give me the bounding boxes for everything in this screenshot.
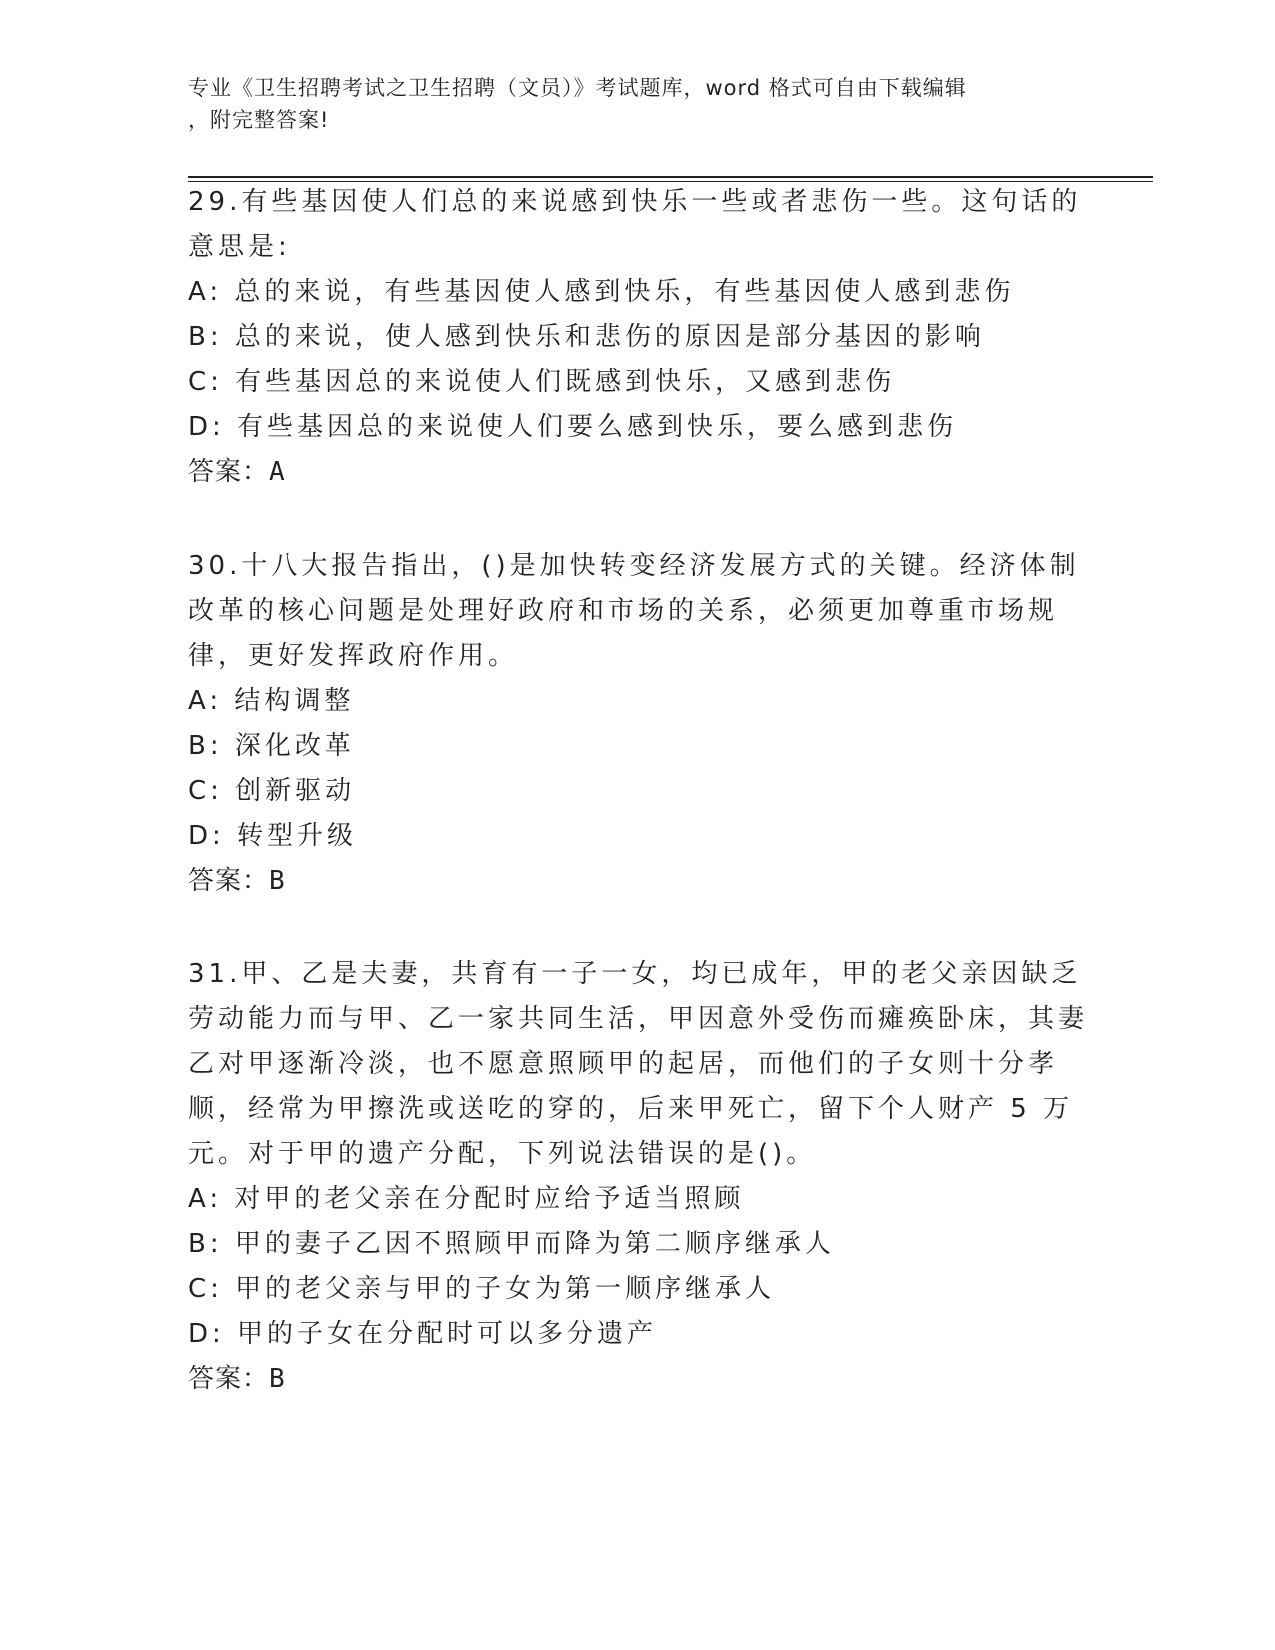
answer-line	[188, 1357, 1088, 1402]
option-a: A: 总的来说，有些基因使人感到快乐，有些基因使人感到悲伤	[188, 277, 1015, 307]
answer-label: 答案：	[188, 866, 270, 896]
answer-value: A	[269, 457, 286, 487]
answer-value: B	[269, 866, 286, 896]
option-b: B: 甲的妻子乙因不照顾甲而降为第二顺序继承人	[188, 1229, 835, 1259]
header-line-2: ，附完整答案!	[188, 108, 330, 132]
answer-label: 答案：	[188, 1364, 270, 1394]
question-stem: 31.甲、乙是夫妻，共育有一子一女，均已成年，甲的老父亲因缺乏劳动能力而与甲、乙一家共同生活，甲因意外受伤而瘫痪卧床，其妻乙对甲逐渐冷淡，也不愿意照顾甲的起居，而他们的子女则十分孝顺，经常为甲擦洗或送吃的穿的，后来甲死亡，留下个人财产 5 万元。对于甲的遗产分配，下列说法错误的是()。	[188, 959, 1089, 1169]
answer-value: B	[269, 1364, 286, 1394]
option-a: A: 结构调整	[188, 686, 355, 716]
document-header	[188, 72, 1088, 136]
option-a: A: 对甲的老父亲在分配时应给予适当照顾	[188, 1184, 745, 1214]
question-stem: 30.十八大报告指出，()是加快转变经济发展方式的关键。经济体制改革的核心问题是处理好政府和市场的关系，必须更加尊重市场规律，更好发挥政府作用。	[188, 551, 1080, 671]
answer-line	[188, 859, 1088, 904]
option-b: B: 深化改革	[188, 731, 355, 761]
option-d: D: 转型升级	[188, 821, 358, 851]
option-d: D: 甲的子女在分配时可以多分遗产	[188, 1319, 658, 1349]
option-c: C: 有些基因总的来说使人们既感到快乐，又感到悲伤	[188, 367, 896, 397]
header-divider-thick	[188, 176, 1153, 178]
question-31	[188, 952, 1088, 1402]
option-c: C: 创新驱动	[188, 776, 356, 806]
option-d: D: 有些基因总的来说使人们要么感到快乐，要么感到悲伤	[188, 412, 958, 442]
question-29	[188, 180, 1088, 495]
answer-label: 答案：	[188, 457, 270, 487]
option-b: B: 总的来说，使人感到快乐和悲伤的原因是部分基因的影响	[188, 322, 985, 352]
question-30	[188, 544, 1088, 904]
option-c: C: 甲的老父亲与甲的子女为第一顺序继承人	[188, 1274, 776, 1304]
answer-line	[188, 450, 1088, 495]
question-stem: 29.有些基因使人们总的来说感到快乐一些或者悲伤一些。这句话的意思是:	[188, 187, 1082, 262]
header-line-1: 专业《卫生招聘考试之卫生招聘（文员）》考试题库，word 格式可自由下载编辑	[188, 76, 967, 100]
